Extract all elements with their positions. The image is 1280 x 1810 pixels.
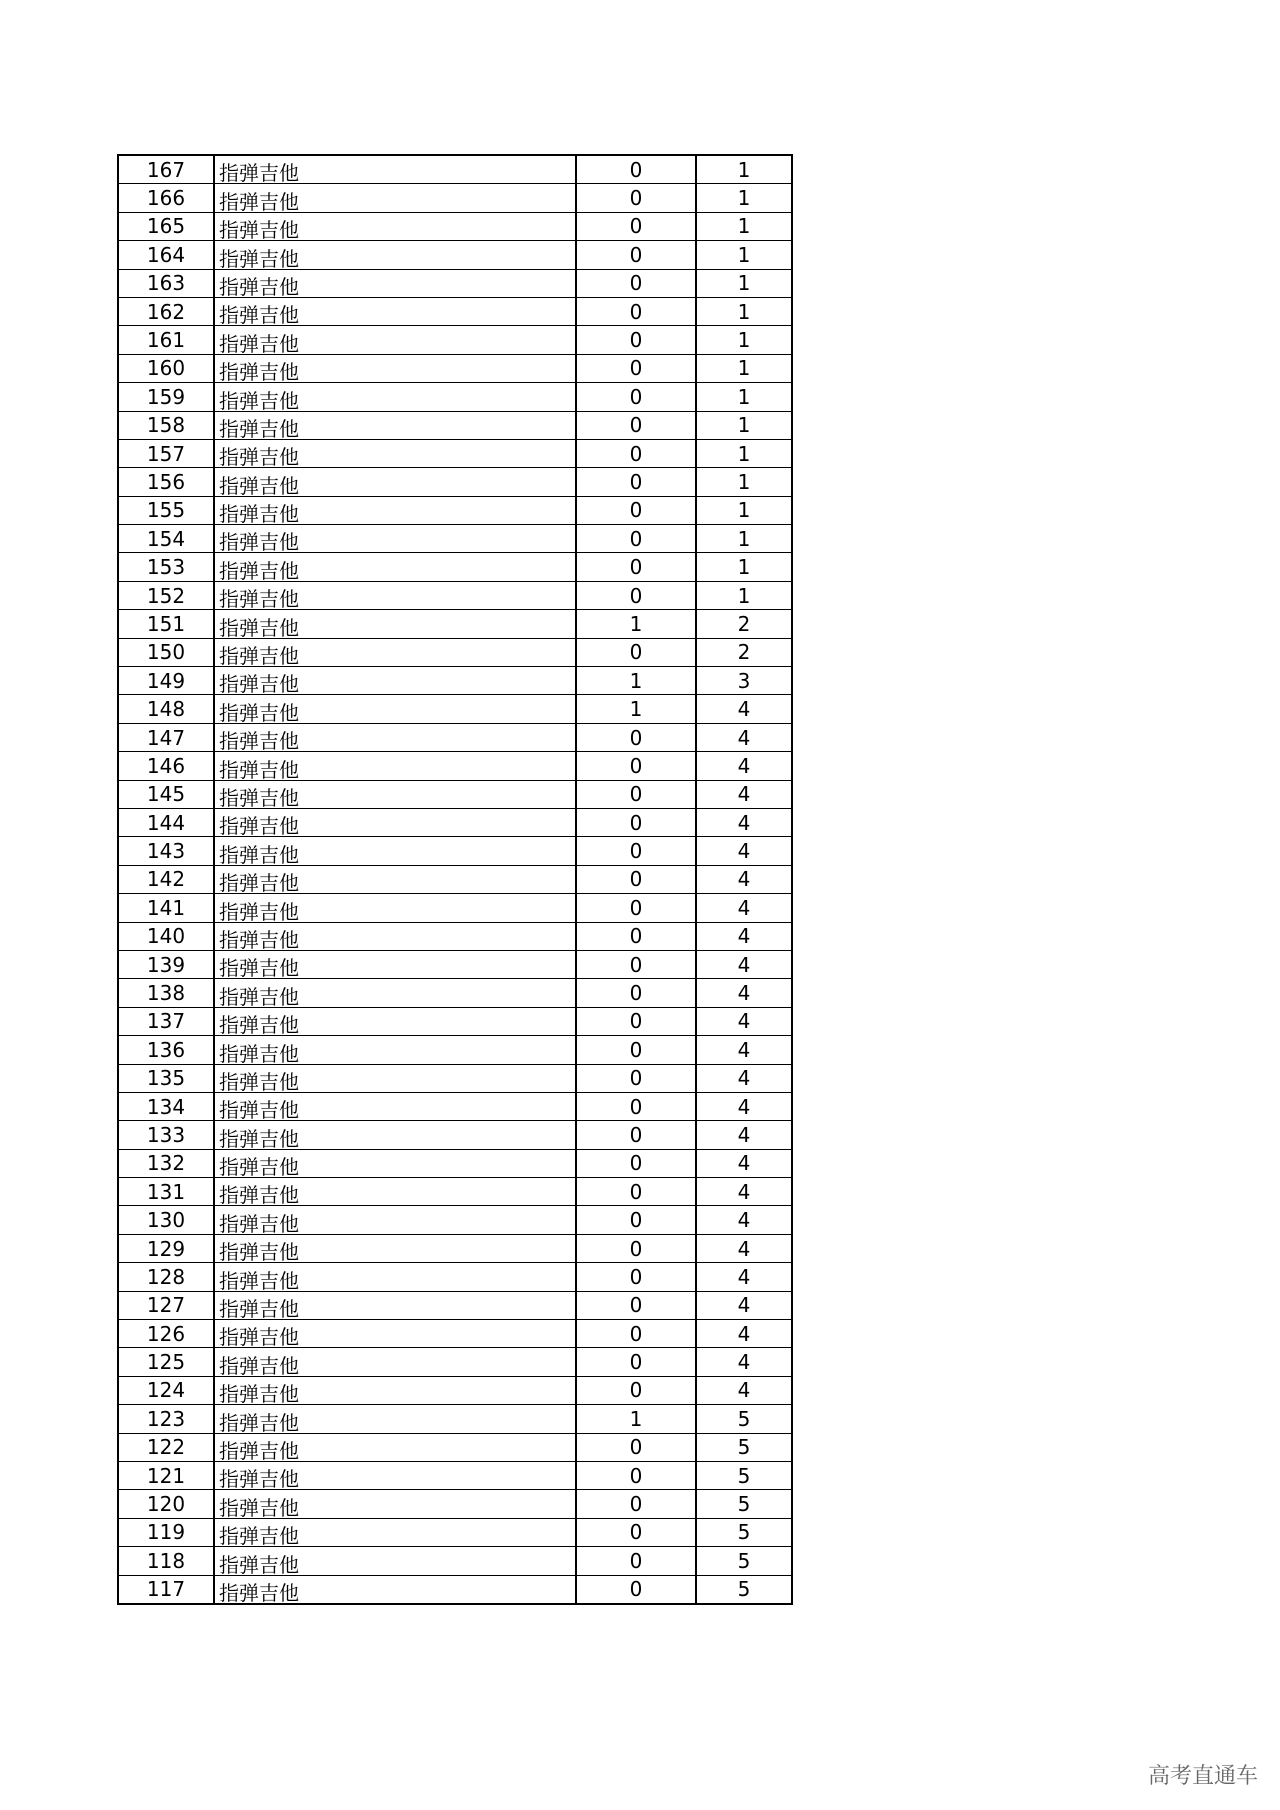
rank-cell: 151 [118,610,214,638]
cumulative-cell: 2 [696,610,792,638]
table-row [118,155,792,184]
cumulative-cell: 4 [696,922,792,950]
name-cell: 指弹吉他 [214,468,576,496]
table-row [118,269,792,297]
name-cell: 指弹吉他 [214,354,576,382]
rank-cell: 121 [118,1461,214,1489]
count-cell: 0 [576,1320,696,1348]
name-cell: 指弹吉他 [214,1064,576,1092]
table-row [118,865,792,893]
name-cell: 指弹吉他 [214,1178,576,1206]
table-row [118,1518,792,1546]
count-cell: 0 [576,1263,696,1291]
name-cell: 指弹吉他 [214,1518,576,1546]
count-cell: 0 [576,1092,696,1120]
table-row [118,1291,792,1319]
cumulative-cell: 1 [696,553,792,581]
rank-cell: 122 [118,1433,214,1461]
rank-cell: 137 [118,1007,214,1035]
cumulative-cell: 3 [696,667,792,695]
count-cell: 0 [576,1348,696,1376]
count-cell: 0 [576,1007,696,1035]
count-cell: 0 [576,780,696,808]
cumulative-cell: 4 [696,780,792,808]
count-cell: 0 [576,439,696,467]
count-cell: 0 [576,1433,696,1461]
name-cell: 指弹吉他 [214,581,576,609]
table-row [118,1490,792,1518]
count-cell: 0 [576,950,696,978]
table-row [118,780,792,808]
table-row [118,297,792,325]
table-row [118,1263,792,1291]
count-cell: 0 [576,553,696,581]
rank-cell: 165 [118,212,214,240]
table-row [118,354,792,382]
cumulative-cell: 1 [696,354,792,382]
name-cell: 指弹吉他 [214,610,576,638]
rank-cell: 129 [118,1234,214,1262]
cumulative-cell: 4 [696,865,792,893]
table-row [118,496,792,524]
name-cell: 指弹吉他 [214,1291,576,1319]
count-cell: 1 [576,695,696,723]
table-row [118,667,792,695]
cumulative-cell: 4 [696,1149,792,1177]
rank-cell: 134 [118,1092,214,1120]
table-row [118,638,792,666]
rank-cell: 133 [118,1121,214,1149]
rank-cell: 126 [118,1320,214,1348]
cumulative-cell: 4 [696,752,792,780]
table-row [118,723,792,751]
rank-cell: 118 [118,1547,214,1575]
count-cell: 0 [576,752,696,780]
name-cell: 指弹吉他 [214,297,576,325]
count-cell: 0 [576,411,696,439]
rank-cell: 163 [118,269,214,297]
table-row [118,752,792,780]
table-row [118,212,792,240]
rank-cell: 136 [118,1036,214,1064]
table-row [118,808,792,836]
cumulative-cell: 4 [696,1234,792,1262]
table-row [118,411,792,439]
cumulative-cell: 4 [696,1064,792,1092]
rank-cell: 120 [118,1490,214,1518]
table-row [118,695,792,723]
count-cell: 0 [576,354,696,382]
name-cell: 指弹吉他 [214,553,576,581]
name-cell: 指弹吉他 [214,1036,576,1064]
count-cell: 0 [576,837,696,865]
cumulative-cell: 5 [696,1461,792,1489]
name-cell: 指弹吉他 [214,1376,576,1404]
table-row [118,1121,792,1149]
cumulative-cell: 4 [696,837,792,865]
rank-cell: 124 [118,1376,214,1404]
name-cell: 指弹吉他 [214,1121,576,1149]
count-cell: 0 [576,865,696,893]
name-cell: 指弹吉他 [214,525,576,553]
table-row [118,1178,792,1206]
count-cell: 0 [576,269,696,297]
cumulative-cell: 1 [696,241,792,269]
rank-cell: 117 [118,1575,214,1604]
count-cell: 0 [576,922,696,950]
table-row [118,837,792,865]
table-row [118,1433,792,1461]
rank-cell: 154 [118,525,214,553]
table-row [118,184,792,212]
count-cell: 0 [576,638,696,666]
name-cell: 指弹吉他 [214,1149,576,1177]
count-cell: 0 [576,241,696,269]
cumulative-cell: 4 [696,894,792,922]
count-cell: 0 [576,1036,696,1064]
count-cell: 0 [576,468,696,496]
count-cell: 0 [576,297,696,325]
rank-cell: 158 [118,411,214,439]
cumulative-cell: 2 [696,638,792,666]
cumulative-cell: 4 [696,723,792,751]
count-cell: 0 [576,525,696,553]
name-cell: 指弹吉他 [214,155,576,184]
table-row [118,950,792,978]
name-cell: 指弹吉他 [214,667,576,695]
table-row [118,1036,792,1064]
count-cell: 0 [576,1121,696,1149]
cumulative-cell: 4 [696,695,792,723]
table-row [118,1234,792,1262]
name-cell: 指弹吉他 [214,837,576,865]
table-row [118,1007,792,1035]
count-cell: 0 [576,155,696,184]
count-cell: 0 [576,1178,696,1206]
table-row [118,581,792,609]
rank-cell: 138 [118,979,214,1007]
cumulative-cell: 1 [696,581,792,609]
name-cell: 指弹吉他 [214,865,576,893]
rank-cell: 142 [118,865,214,893]
rank-cell: 167 [118,155,214,184]
count-cell: 0 [576,496,696,524]
rank-cell: 132 [118,1149,214,1177]
watermark: 高考直通车 [1147,1764,1258,1789]
rank-cell: 149 [118,667,214,695]
cumulative-cell: 1 [696,525,792,553]
cumulative-cell: 1 [696,496,792,524]
count-cell: 1 [576,1405,696,1433]
rank-cell: 162 [118,297,214,325]
table-row [118,979,792,1007]
cumulative-cell: 4 [696,1291,792,1319]
score-table-body [118,155,792,1604]
name-cell: 指弹吉他 [214,1433,576,1461]
name-cell: 指弹吉他 [214,1263,576,1291]
name-cell: 指弹吉他 [214,979,576,1007]
cumulative-cell: 4 [696,979,792,1007]
name-cell: 指弹吉他 [214,1234,576,1262]
rank-cell: 141 [118,894,214,922]
name-cell: 指弹吉他 [214,780,576,808]
cumulative-cell: 4 [696,1206,792,1234]
rank-cell: 145 [118,780,214,808]
cumulative-cell: 4 [696,808,792,836]
table-row [118,1405,792,1433]
rank-cell: 164 [118,241,214,269]
rank-cell: 156 [118,468,214,496]
table-row [118,439,792,467]
table-row [118,1376,792,1404]
rank-cell: 160 [118,354,214,382]
rank-cell: 152 [118,581,214,609]
cumulative-cell: 1 [696,212,792,240]
table-row [118,241,792,269]
name-cell: 指弹吉他 [214,808,576,836]
name-cell: 指弹吉他 [214,752,576,780]
name-cell: 指弹吉他 [214,184,576,212]
count-cell: 0 [576,1376,696,1404]
count-cell: 0 [576,1461,696,1489]
name-cell: 指弹吉他 [214,269,576,297]
table-row [118,468,792,496]
name-cell: 指弹吉他 [214,1007,576,1035]
name-cell: 指弹吉他 [214,1575,576,1604]
rank-cell: 123 [118,1405,214,1433]
rank-cell: 127 [118,1291,214,1319]
cumulative-cell: 1 [696,383,792,411]
count-cell: 0 [576,1291,696,1319]
name-cell: 指弹吉他 [214,922,576,950]
table-row [118,1320,792,1348]
count-cell: 0 [576,1149,696,1177]
cumulative-cell: 5 [696,1518,792,1546]
rank-cell: 131 [118,1178,214,1206]
name-cell: 指弹吉他 [214,1405,576,1433]
cumulative-cell: 1 [696,297,792,325]
score-table [117,154,793,1605]
name-cell: 指弹吉他 [214,950,576,978]
count-cell: 0 [576,1064,696,1092]
table-row [118,1575,792,1604]
name-cell: 指弹吉他 [214,638,576,666]
count-cell: 0 [576,808,696,836]
rank-cell: 157 [118,439,214,467]
table-row [118,1092,792,1120]
name-cell: 指弹吉他 [214,1348,576,1376]
cumulative-cell: 1 [696,411,792,439]
cumulative-cell: 4 [696,1121,792,1149]
table-row [118,383,792,411]
name-cell: 指弹吉他 [214,695,576,723]
name-cell: 指弹吉他 [214,326,576,354]
count-cell: 0 [576,184,696,212]
table-row [118,1348,792,1376]
rank-cell: 135 [118,1064,214,1092]
table-row [118,1547,792,1575]
cumulative-cell: 4 [696,1036,792,1064]
table-row [118,326,792,354]
cumulative-cell: 4 [696,1348,792,1376]
cumulative-cell: 1 [696,184,792,212]
name-cell: 指弹吉他 [214,496,576,524]
cumulative-cell: 4 [696,1007,792,1035]
cumulative-cell: 5 [696,1547,792,1575]
rank-cell: 130 [118,1206,214,1234]
count-cell: 0 [576,1575,696,1604]
cumulative-cell: 5 [696,1405,792,1433]
table-row [118,525,792,553]
cumulative-cell: 5 [696,1575,792,1604]
name-cell: 指弹吉他 [214,212,576,240]
count-cell: 0 [576,1518,696,1546]
rank-cell: 119 [118,1518,214,1546]
rank-cell: 150 [118,638,214,666]
count-cell: 0 [576,1234,696,1262]
count-cell: 0 [576,1206,696,1234]
rank-cell: 148 [118,695,214,723]
count-cell: 0 [576,1490,696,1518]
cumulative-cell: 1 [696,439,792,467]
table-row [118,1149,792,1177]
table-row [118,553,792,581]
name-cell: 指弹吉他 [214,1206,576,1234]
name-cell: 指弹吉他 [214,894,576,922]
count-cell: 0 [576,894,696,922]
cumulative-cell: 4 [696,1320,792,1348]
count-cell: 0 [576,212,696,240]
table-row [118,610,792,638]
count-cell: 0 [576,581,696,609]
rank-cell: 128 [118,1263,214,1291]
name-cell: 指弹吉他 [214,383,576,411]
rank-cell: 140 [118,922,214,950]
rank-cell: 155 [118,496,214,524]
cumulative-cell: 5 [696,1490,792,1518]
table-row [118,1461,792,1489]
name-cell: 指弹吉他 [214,1547,576,1575]
name-cell: 指弹吉他 [214,723,576,751]
count-cell: 0 [576,723,696,751]
rank-cell: 153 [118,553,214,581]
name-cell: 指弹吉他 [214,1320,576,1348]
count-cell: 0 [576,1547,696,1575]
rank-cell: 166 [118,184,214,212]
name-cell: 指弹吉他 [214,1092,576,1120]
name-cell: 指弹吉他 [214,1490,576,1518]
cumulative-cell: 4 [696,1178,792,1206]
name-cell: 指弹吉他 [214,1461,576,1489]
rank-cell: 143 [118,837,214,865]
cumulative-cell: 1 [696,155,792,184]
rank-cell: 144 [118,808,214,836]
rank-cell: 159 [118,383,214,411]
cumulative-cell: 5 [696,1433,792,1461]
count-cell: 0 [576,326,696,354]
rank-cell: 147 [118,723,214,751]
cumulative-cell: 1 [696,326,792,354]
cumulative-cell: 4 [696,1376,792,1404]
cumulative-cell: 4 [696,950,792,978]
table-row [118,1206,792,1234]
rank-cell: 139 [118,950,214,978]
name-cell: 指弹吉他 [214,411,576,439]
cumulative-cell: 1 [696,468,792,496]
table-row [118,1064,792,1092]
count-cell: 0 [576,979,696,1007]
rank-cell: 125 [118,1348,214,1376]
count-cell: 1 [576,667,696,695]
count-cell: 0 [576,383,696,411]
table-row [118,894,792,922]
name-cell: 指弹吉他 [214,241,576,269]
cumulative-cell: 4 [696,1263,792,1291]
rank-cell: 161 [118,326,214,354]
table-row [118,922,792,950]
cumulative-cell: 4 [696,1092,792,1120]
rank-cell: 146 [118,752,214,780]
name-cell: 指弹吉他 [214,439,576,467]
count-cell: 1 [576,610,696,638]
cumulative-cell: 1 [696,269,792,297]
